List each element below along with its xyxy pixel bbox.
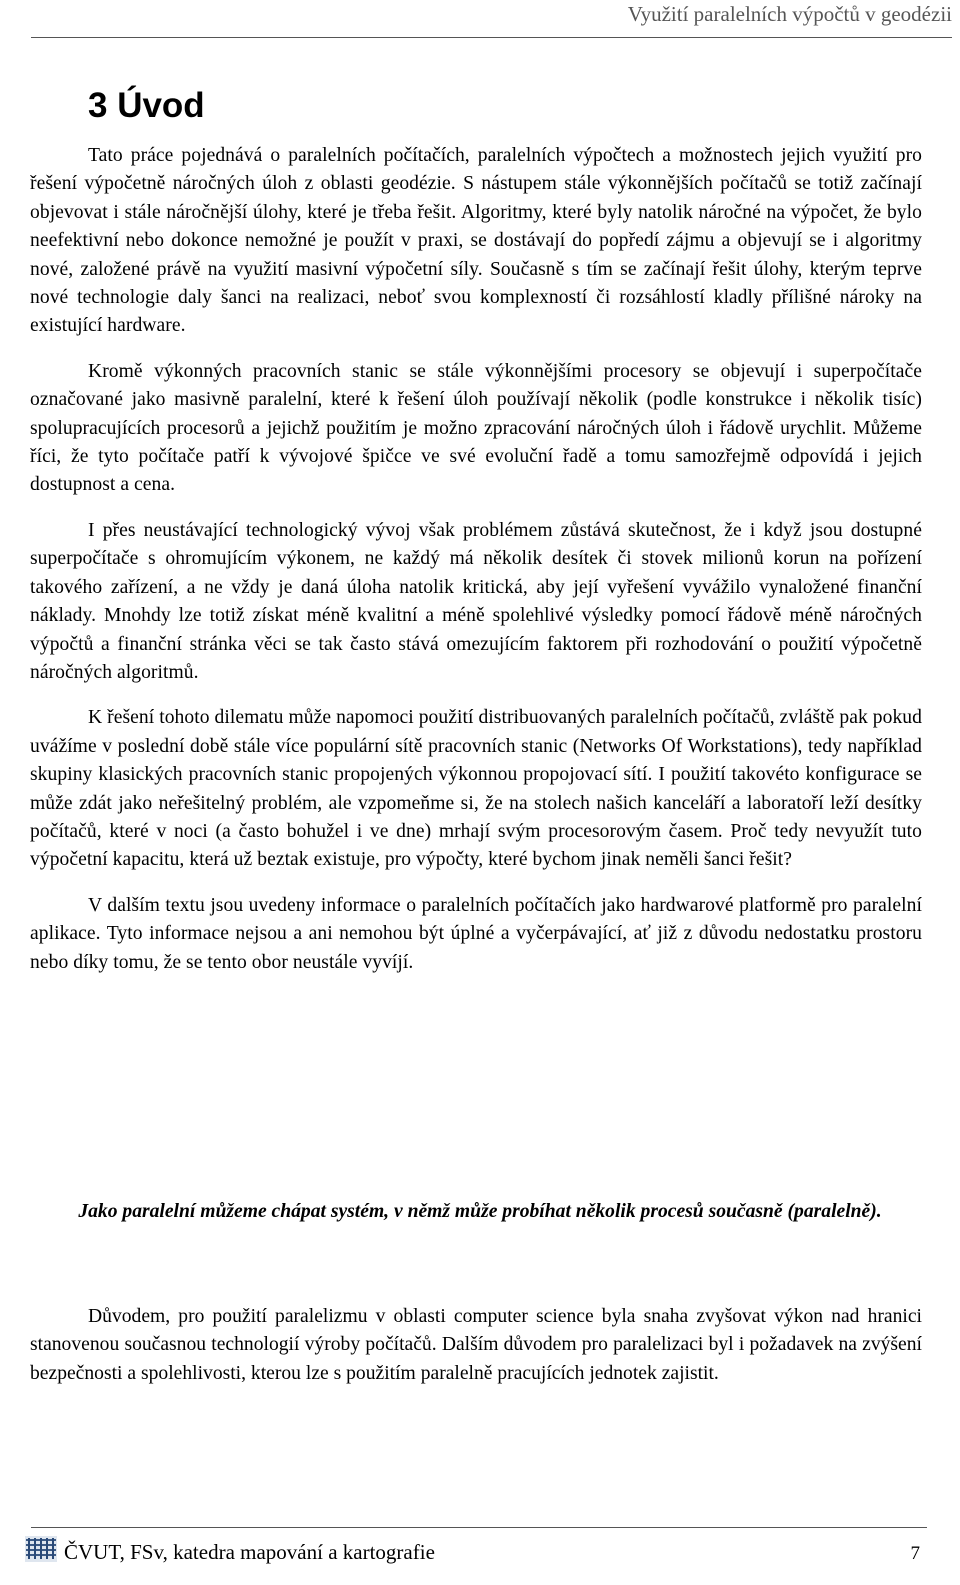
footer-rule [31,1527,927,1528]
running-header: Využití paralelních výpočtů v geodézii [627,2,952,26]
paragraph-4: K řešení tohoto dilematu může napomoci použití distribuovaných paralelních počítačů, zvláště pak pokud uvážíme v poslední době stále více populární sítě pracovních stanic (Networks Of Workstations), tedy například skupiny klasických pracovních stanic propojených výkonnou propojovací sítí. I použití takovéto konfigurace se může zdát jako neřešitelný problém, ale vzpomeňme si, že na stolech našich kanceláří a laboratoří leží desítky počítačů, které v noci (a často bohužel i ve dne) mrhají svým procesorovým časem. Proč tedy nevyužít tuto výpočetní kapacitu, která už beztak existuje, pro výpočty, které bychom jinak neměli šanci řešit? [30,707,922,871]
parallel-definition: Jako paralelní můžeme chápat systém, v němž může probíhat několik procesů současně (paralelně). [78,1201,882,1222]
footer-institution: ČVUT, FSv, katedra mapování a kartografie [64,1540,435,1564]
page-number: 7 [910,1543,920,1564]
header-rule [31,37,952,38]
chapter-heading: 3 Úvod [88,86,205,125]
paragraph-2: Kromě výkonných pracovních stanic se stále výkonnějšími procesory se objevují i superpočítače označované jako masivně paralelní, které k řešení úloh používají několik (podle konstrukce i několik tisíc) spolupracujících procesorů a jejichž použitím je možno zpracování náročných úloh i řádově urychlit. Můžeme říci, že tyto počítače patří k vývojové špičce ve své evoluční řadě a tomu samozřejmě odpovídá i jejich dostupnost a cena. [30,360,922,496]
body-text [30,142,922,977]
paragraph-6: Důvodem, pro použití paralelizmu v oblasti computer science byla snaha zvyšovat výkon nad hranici stanovenou současnou technologií výroby počítačů. Dalším důvodem pro paralelizaci byl i požadavek na zvýšení bezpečnosti a spolehlivosti, kterou lze s použitím paralelně pracujících jednotek zajistit. [30,1306,922,1384]
paragraph-3: I přes neustávající technologický vývoj však problémem zůstává skutečnost, že i když jsou dostupné superpočítače s ohromujícím výkonem, ne každý má několik desítek či stovek milionů korun na pořízení takového zařízení, a ne vždy je daná úloha natolik kritická, aby její vyřešení vyvážilo vynaložené finanční náklady. Mnohdy lze totiž získat méně kvalitní a méně spolehlivé výsledky pomocí řádově méně náročných výpočtů a finanční stránka věci se tak často stává omezujícím faktorem při rozhodování o použití výpočetně náročných algoritmů. [30,519,922,683]
paragraph-5: V dalším textu jsou uvedeny informace o paralelních počítačích jako hardwarové platformě pro paralelní aplikace. Tyto informace nejsou a ani nemohou být úplné a vyčerpávající, ať již z důvodu nedostatku prostoru nebo díky tomu, že se tento obor neustále vyvíjí. [30,894,922,973]
paragraph-1: Tato práce pojednává o paralelních počítačích, paralelních výpočtech a možnostech jejich využití pro řešení výpočetně náročných úloh z oblasti geodézie. S nástupem stále výkonnějších počítačů se totiž začínají objevovat i stále náročnější úlohy, které je třeba řešit. Algoritmy, které byly natolik náročné na výpočet, že bylo neefektivní nebo dokonce nemožné je použít v praxi, se dostávají do popředí zájmu a objevují se i algoritmy nové, založené právě na využití masivní výpočetní síly. Současně s tím se začínají řešit úlohy, kterým teprve nové technologie daly šanci na realizaci, neboť svou komplexností či rozsáhlostí kladly přílišné nároky na existující hardware. [30,145,922,337]
university-logo-icon [25,1536,57,1562]
